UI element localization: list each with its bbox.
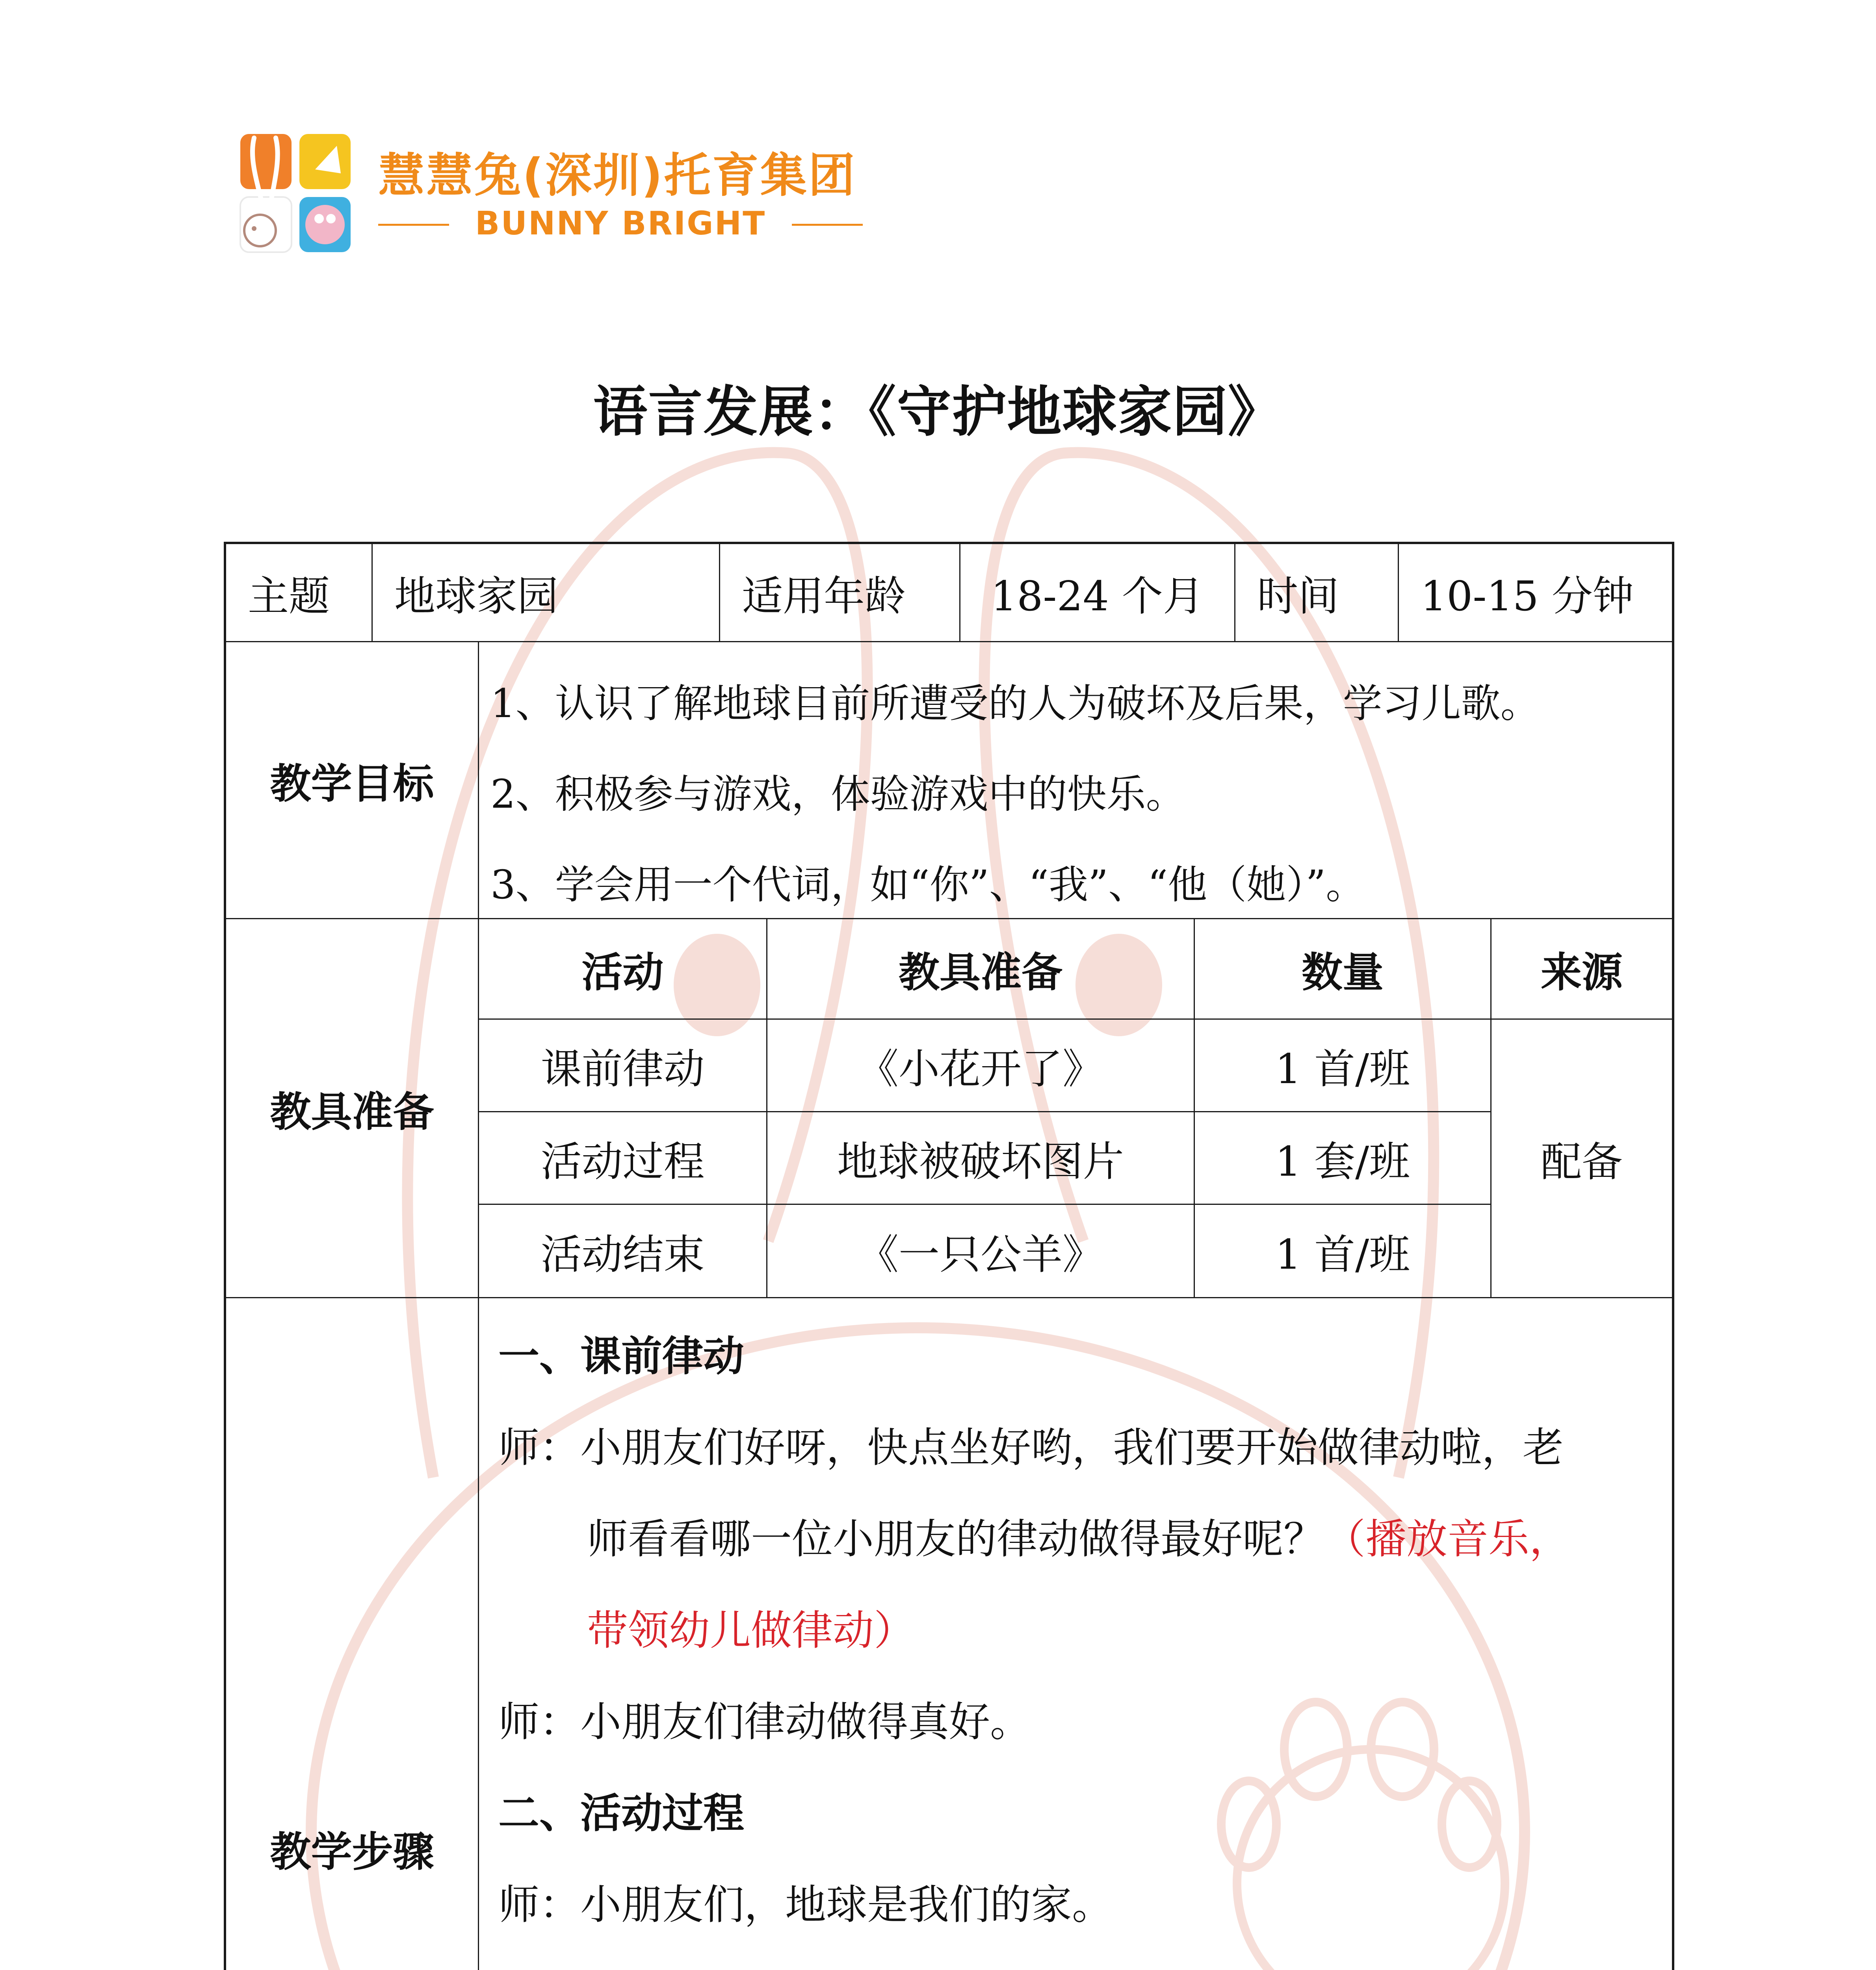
materials-cell: 《小花开了》 (857, 1045, 1103, 1093)
age-value: 18-24 个月 (991, 572, 1204, 620)
divider (792, 224, 863, 226)
step-line: 师：小朋友们，地球是我们的家。 (498, 1881, 1113, 1929)
goal-item: 3、学会用一个代词，如“你”、“我”、“他（她）”。 (490, 862, 1365, 908)
steps-label: 教学步骤 (270, 1827, 434, 1876)
materials-header-activity: 活动 (581, 948, 664, 996)
materials-label: 教具准备 (270, 1087, 434, 1136)
materials-cell: 1 首/班 (1275, 1045, 1410, 1093)
goal-item: 1、认识了解地球目前所遭受的人为破坏及后果，学习儿歌。 (490, 680, 1540, 727)
materials-header-prep: 教具准备 (898, 948, 1062, 996)
bunny-logo-icon (236, 130, 355, 256)
divider (378, 224, 449, 226)
step-line: 师：小朋友们律动做得真好。 (498, 1698, 1031, 1746)
materials-cell: 活动结束 (541, 1230, 705, 1279)
materials-cell: 1 套/班 (1275, 1137, 1410, 1186)
step-line (498, 1950, 1564, 1970)
step-note: （播放音乐， (1324, 1515, 1571, 1563)
materials-cell: 1 首/班 (1275, 1230, 1410, 1279)
step-section-heading: 二、活动过程 (498, 1789, 745, 1837)
time-value: 10-15 分钟 (1421, 572, 1634, 620)
page-title: 语言发展：《守护地球家园》 (593, 379, 1283, 444)
brand-name-en: BUNNY BRIGHT (475, 205, 766, 242)
step-line: 师：小朋友们好呀，快点坐好哟，我们要开始做律动啦，老 (498, 1424, 1564, 1472)
materials-cell: 《一只公羊》 (857, 1230, 1103, 1279)
step-text: 师看看哪一位小朋友的律动做得最好呢？ (587, 1515, 1325, 1563)
goal-item: 2、积极参与游戏，体验游戏中的快乐。 (490, 771, 1185, 817)
materials-header-source: 来源 (1540, 948, 1623, 996)
theme-value: 地球家园 (394, 572, 559, 620)
goals-label: 教学目标 (270, 759, 434, 808)
materials-header-qty: 数量 (1301, 948, 1384, 996)
time-label: 时间 (1257, 572, 1339, 620)
materials-cell: 课前律动 (541, 1045, 705, 1093)
theme-label: 主题 (248, 572, 330, 620)
step-note: 带领幼儿做律动） (587, 1606, 915, 1654)
step-section-heading: 一、课前律动 (498, 1332, 745, 1380)
materials-cell: 地球被破坏图片 (837, 1137, 1124, 1186)
age-label: 适用年龄 (742, 572, 906, 620)
materials-cell: 活动过程 (541, 1137, 705, 1186)
brand-name-cn: 慧慧兔(深圳)托育集团 (378, 148, 856, 203)
brand-subtitle (378, 205, 863, 244)
materials-source: 配备 (1540, 1138, 1623, 1186)
step-line (587, 1493, 1570, 1585)
brand-logo (236, 130, 867, 260)
